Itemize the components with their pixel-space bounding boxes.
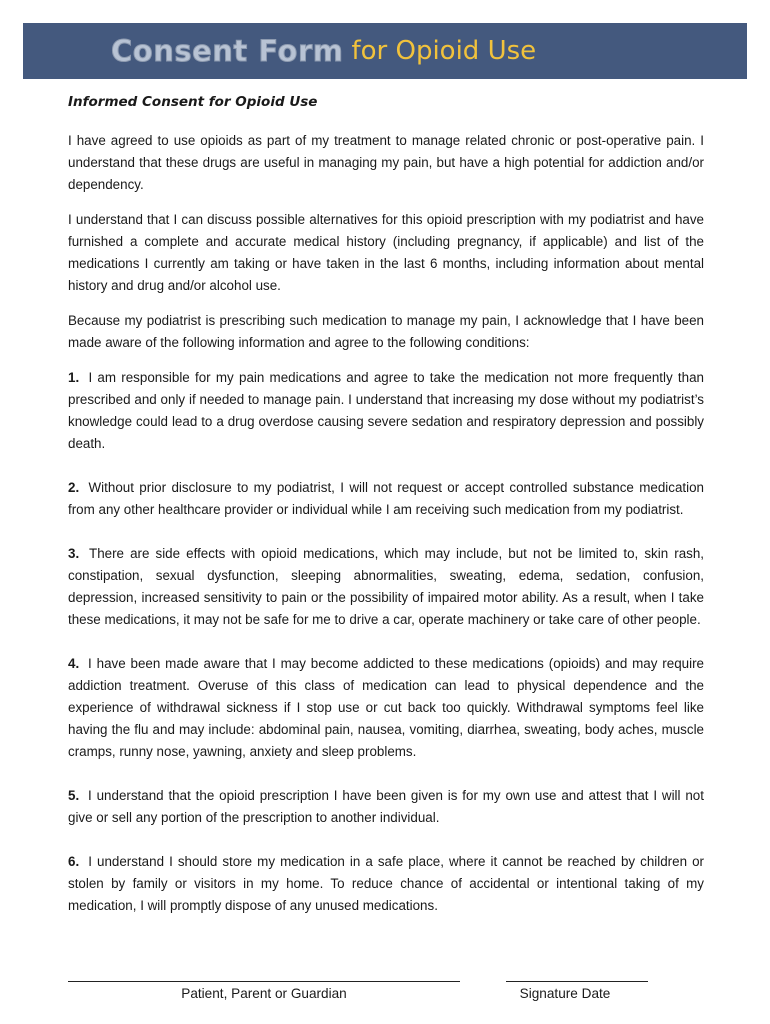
document-body — [68, 92, 704, 939]
condition-number: 6. — [68, 854, 80, 869]
condition-1 — [68, 367, 704, 455]
condition-number: 5. — [68, 788, 80, 803]
condition-text: I am responsible for my pain medications and agree to take the medication not more frequently than prescribed and only if needed to manage pain. I understand that increasing my dose without my podiatrist’s knowledge could lead to a drug overdose causing severe sedation and respiratory depression and possibly death. — [68, 370, 704, 451]
condition-2 — [68, 477, 704, 521]
condition-text: I understand that the opioid prescription I have been given is for my own use and attest that I will not give or sell any portion of the prescription to another individual. — [68, 788, 704, 825]
condition-number: 2. — [68, 480, 80, 495]
intro-paragraph-2: I understand that I can discuss possible alternatives for this opioid prescription with my podiatrist and have furnished a complete and accurate medical history (including pregnancy, if applicable) and list of the medications I currently am taking or have taken in the last 6 months, including information about mental history and drug and/or alcohol use. — [68, 212, 704, 293]
section-heading: Informed Consent for Opioid Use — [68, 94, 318, 110]
condition-3 — [68, 543, 704, 631]
header-banner — [23, 23, 747, 79]
condition-number: 1. — [68, 370, 80, 385]
condition-text: Without prior disclosure to my podiatrist, I will not request or accept controlled substance medication from any other healthcare provider or individual while I am receiving such medication from my podiatrist. — [68, 480, 704, 517]
condition-text: I have been made aware that I may become addicted to these medications (opioids) and may require addiction treatment. Overuse of this class of medication can lead to physical dependence and the experience of withdrawal sickness if I stop use or cut back too quickly. Withdrawal symptoms feel like having the flu and may include: abdominal pain, nausea, vomiting, diarrhea, sweating, body aches, muscle cramps, runny nose, yawning, anxiety and sleep problems. — [68, 656, 704, 759]
condition-5 — [68, 785, 704, 829]
signature-date-line[interactable] — [506, 981, 648, 982]
signature-date-label: Signature Date — [519, 986, 611, 1001]
condition-number: 4. — [68, 656, 80, 671]
form-title: Consent Form — [111, 34, 344, 68]
intro-paragraph-1: I have agreed to use opioids as part of my treatment to manage related chronic or post-operative pain. I understand that these drugs are useful in managing my pain, but have a high potential for addiction and/or dependency. — [68, 133, 704, 192]
form-subtitle: for Opioid Use — [351, 36, 537, 66]
condition-4 — [68, 653, 704, 763]
patient-signature-line[interactable] — [68, 981, 460, 982]
condition-text: I understand I should store my medication in a safe place, where it cannot be reached by children or stolen by family or visitors in my home. To reduce chance of accidental or intentional taking of my medication, I will promptly dispose of any unused medications. — [68, 854, 704, 913]
intro-paragraph-3: Because my podiatrist is prescribing such medication to manage my pain, I acknowledge that I have been made aware of the following information and agree to the following conditions: — [68, 313, 704, 350]
patient-signature-label: Patient, Parent or Guardian — [181, 986, 347, 1001]
condition-text: There are side effects with opioid medications, which may include, but not be limited to, skin rash, constipation, sexual dysfunction, sleeping abnormalities, sweating, edema, sedation, confusion, depression, increased sensitivity to pain or the possibility of impaired motor ability. As a result, when I take these medications, it may not be safe for me to drive a car, operate machinery or take care of other people. — [68, 546, 705, 627]
condition-6 — [68, 851, 704, 917]
condition-number: 3. — [68, 546, 80, 561]
